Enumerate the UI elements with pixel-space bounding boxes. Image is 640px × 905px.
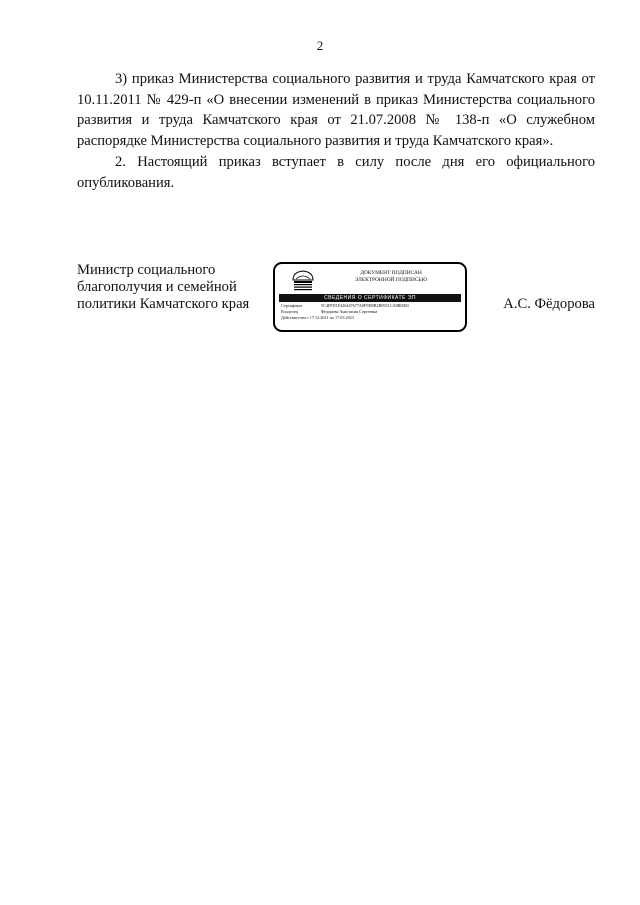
page-number: 2 — [316, 38, 324, 53]
signer-name: А.С. Фёдорова — [503, 296, 595, 312]
stamp-owner-label: Владелец — [281, 309, 298, 314]
signer-position-line: политики Камчатского края — [77, 296, 250, 312]
stamp-validity-row — [281, 315, 463, 321]
paragraph-2: 2. Настоящий приказ вступает в силу после дня его официального опубликования. — [77, 153, 595, 191]
coat-of-arms-icon — [290, 269, 316, 291]
document-body — [77, 69, 595, 193]
signer-position — [77, 262, 267, 313]
paragraph-3: 3) приказ Министерства социального развития и труда Камчатского края от 10.11.2011 № 429-п «О внесении изменений в приказ Министерства социального развития и труда Камчатского края от 21.07.2008 № 138-п «О служебном распорядке Министерства социального развития и труда Камчатского края». — [77, 71, 595, 150]
electronic-signature-stamp — [273, 262, 467, 332]
stamp-certificate-value: 5C4FFD1F426447677A0F9D8B2B0951CA8B0084 — [321, 303, 409, 308]
stamp-title-line: ЭЛЕКТРОННОЙ ПОДПИСЬЮ — [354, 277, 428, 283]
stamp-validity: Действителен с 17.12.2021 по 17.03.2023 — [281, 315, 354, 320]
stamp-details — [281, 303, 463, 321]
stamp-owner-value: Федорова Анастасия Сергеевна — [321, 309, 378, 314]
signer-position-line: Министр социального — [77, 262, 216, 278]
signer-position-line: благополучия и семейной — [77, 279, 237, 295]
stamp-certificate-label: Сертификат — [281, 303, 303, 308]
stamp-certificate-header: СВЕДЕНИЯ О СЕРТИФИКАТЕ ЭП — [279, 294, 461, 302]
stamp-title-line: ДОКУМЕНТ ПОДПИСАН — [360, 270, 422, 276]
stamp-title — [319, 270, 463, 284]
